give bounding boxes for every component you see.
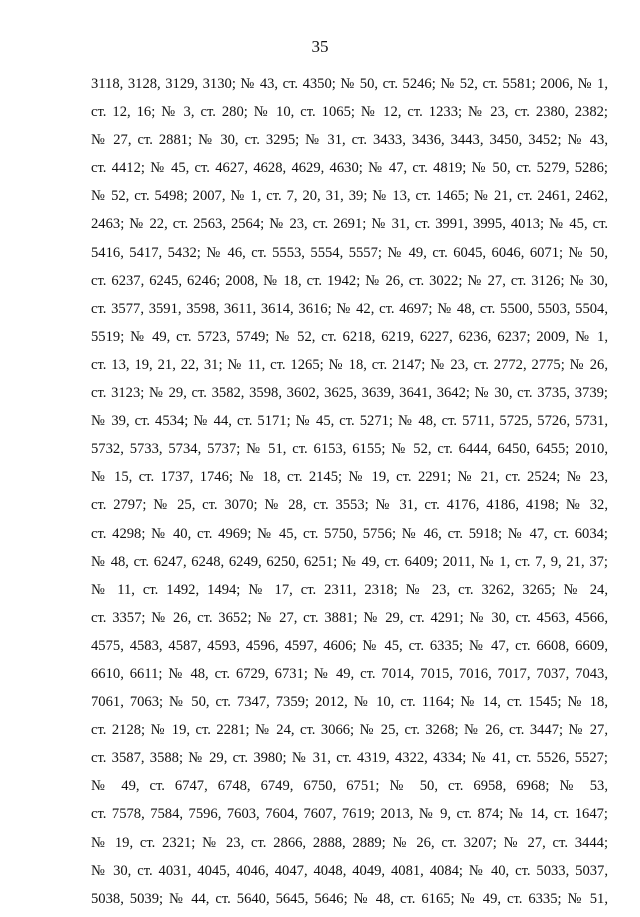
text-line: ст. 2797; № 25, ст. 3070; № 28, ст. 3553; № 31, ст. 4176, 4186, 4198; № 32, xyxy=(91,497,608,514)
text-line: № 11, ст. 1492, 1494; № 17, ст. 2311, 2318; № 23, ст. 3262, 3265; № 24, xyxy=(91,581,608,598)
text-line: 6610, 6611; № 48, ст. 6729, 6731; № 49, ст. 7014, 7015, 7016, 7017, 7037, 7043, xyxy=(91,665,608,682)
text-line: 5519; № 49, ст. 5723, 5749; № 52, ст. 6218, 6219, 6227, 6236, 6237; 2009, № 1, xyxy=(91,328,608,345)
text-line: № 15, ст. 1737, 1746; № 18, ст. 2145; № 19, ст. 2291; № 21, ст. 2524; № 23, xyxy=(91,469,608,486)
text-line: ст. 3123; № 29, ст. 3582, 3598, 3602, 3625, 3639, 3641, 3642; № 30, ст. 3735, 3739; xyxy=(91,385,608,402)
text-line: 4575, 4583, 4587, 4593, 4596, 4597, 4606; № 45, ст. 6335; № 47, ст. 6608, 6609, xyxy=(91,637,608,654)
text-line: 3118, 3128, 3129, 3130; № 43, ст. 4350; № 50, ст. 5246; № 52, ст. 5581; 2006, № 1, xyxy=(91,76,608,92)
text-line: № 30, ст. 4031, 4045, 4046, 4047, 4048, 4049, 4081, 4084; № 40, ст. 5033, 5037, xyxy=(91,862,608,879)
text-line: ст. 7578, 7584, 7596, 7603, 7604, 7607, 7619; 2013, № 9, ст. 874; № 14, ст. 1647; xyxy=(91,806,608,823)
page-number: 35 xyxy=(311,37,329,56)
text-line: ст. 4298; № 40, ст. 4969; № 45, ст. 5750, 5756; № 46, ст. 5918; № 47, ст. 6034; xyxy=(91,525,608,542)
text-line: ст. 4412; № 45, ст. 4627, 4628, 4629, 4630; № 47, ст. 4819; № 50, ст. 5279, 5286; xyxy=(91,160,608,177)
text-line: ст. 3587, 3588; № 29, ст. 3980; № 31, ст. 4319, 4322, 4334; № 41, ст. 5526, 5527; xyxy=(91,750,608,767)
text-line: № 27, ст. 2881; № 30, ст. 3295; № 31, ст. 3433, 3436, 3443, 3450, 3452; № 43, xyxy=(91,132,608,149)
text-line: ст. 2128; № 19, ст. 2281; № 24, ст. 3066; № 25, ст. 3268; № 26, ст. 3447; № 27, xyxy=(91,722,608,739)
text-line: 2463; № 22, ст. 2563, 2564; № 23, ст. 2691; № 31, ст. 3991, 3995, 4013; № 45, ст. xyxy=(91,216,608,233)
text-line: № 19, ст. 2321; № 23, ст. 2866, 2888, 2889; № 26, ст. 3207; № 27, ст. 3444; xyxy=(91,834,608,851)
text-line: 7061, 7063; № 50, ст. 7347, 7359; 2012, № 10, ст. 1164; № 14, ст. 1545; № 18, xyxy=(91,694,608,711)
text-line: ст. 12, 16; № 3, ст. 280; № 10, ст. 1065; № 12, ст. 1233; № 23, ст. 2380, 2382; xyxy=(91,104,608,121)
text-line: 5038, 5039; № 44, ст. 5640, 5645, 5646; № 48, ст. 6165; № 49, ст. 6335; № 51, xyxy=(91,890,608,907)
text-line: 5416, 5417, 5432; № 46, ст. 5553, 5554, 5557; № 49, ст. 6045, 6046, 6071; № 50, xyxy=(91,244,608,261)
text-line: № 52, ст. 5498; 2007, № 1, ст. 7, 20, 31, 39; № 13, ст. 1465; № 21, ст. 2461, 2462, xyxy=(91,188,608,205)
text-line: ст. 13, 19, 21, 22, 31; № 11, ст. 1265; № 18, ст. 2147; № 23, ст. 2772, 2775; № 26, xyxy=(91,356,608,373)
text-line: № 48, ст. 6247, 6248, 6249, 6250, 6251; № 49, ст. 6409; 2011, № 1, ст. 7, 9, 21, 37; xyxy=(91,553,608,570)
text-line: ст. 3577, 3591, 3598, 3611, 3614, 3616; № 42, ст. 4697; № 48, ст. 5500, 5503, 5504, xyxy=(91,300,608,317)
text-line: № 39, ст. 4534; № 44, ст. 5171; № 45, ст. 5271; № 48, ст. 5711, 5725, 5726, 5731, xyxy=(91,413,608,430)
text-line: ст. 6237, 6245, 6246; 2008, № 18, ст. 1942; № 26, ст. 3022; № 27, ст. 3126; № 30, xyxy=(91,272,608,289)
text-line: 5732, 5733, 5734, 5737; № 51, ст. 6153, 6155; № 52, ст. 6444, 6450, 6455; 2010, xyxy=(91,441,608,458)
body-text xyxy=(91,74,608,917)
text-line: ст. 3357; № 26, ст. 3652; № 27, ст. 3881; № 29, ст. 4291; № 30, ст. 4563, 4566, xyxy=(91,609,608,626)
text-line: № 49, ст. 6747, 6748, 6749, 6750, 6751; № 50, ст. 6958, 6968; № 53, xyxy=(91,778,608,795)
